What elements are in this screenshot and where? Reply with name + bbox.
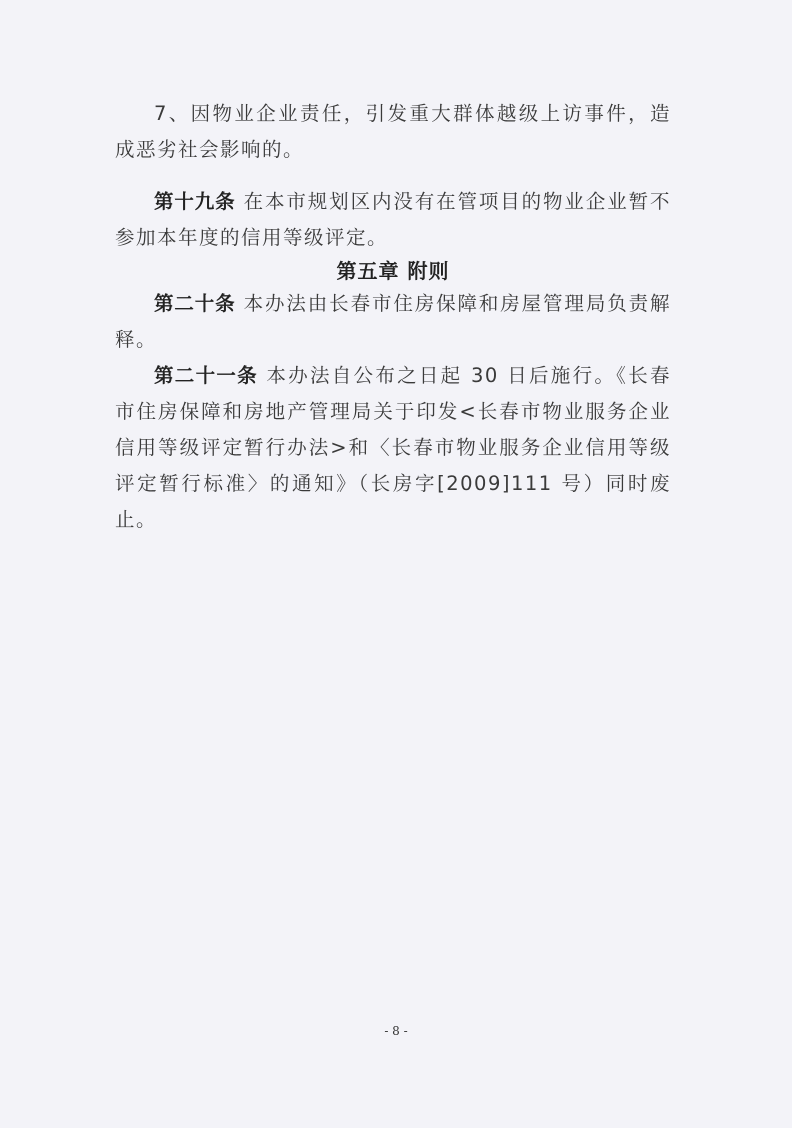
document-body (115, 96, 671, 538)
article-21 (115, 358, 671, 538)
article-20 (115, 286, 671, 358)
article-20-title: 第二十条 (154, 292, 236, 315)
article-19-title: 第十九条 (154, 190, 236, 213)
clause-item-7 (115, 96, 671, 168)
article-21-title: 第二十一条 (154, 364, 258, 387)
article-20-text: 本办法由长春市住房保障和房屋管理局负责解释。 (115, 292, 671, 351)
article-19 (115, 184, 671, 256)
chapter-5-heading: 第五章 附则 (336, 259, 450, 283)
page-number: - 8 - (384, 1024, 408, 1038)
article-21-text: 本办法自公布之日起 30 日后施行。《长春市住房保障和房地产管理局关于印发<长春市物业服务企业信用等级评定暂行办法>和〈长春市物业服务企业信用等级评定暂行标准〉的通知》（长房字[2009]111 号）同时废止。 (115, 364, 671, 531)
article-19-text: 在本市规划区内没有在管项目的物业企业暂不参加本年度的信用等级评定。 (115, 190, 671, 249)
paragraph-gap (115, 168, 671, 184)
clause-item-7-text: 7、因物业企业责任，引发重大群体越级上访事件，造成恶劣社会影响的。 (115, 102, 671, 161)
